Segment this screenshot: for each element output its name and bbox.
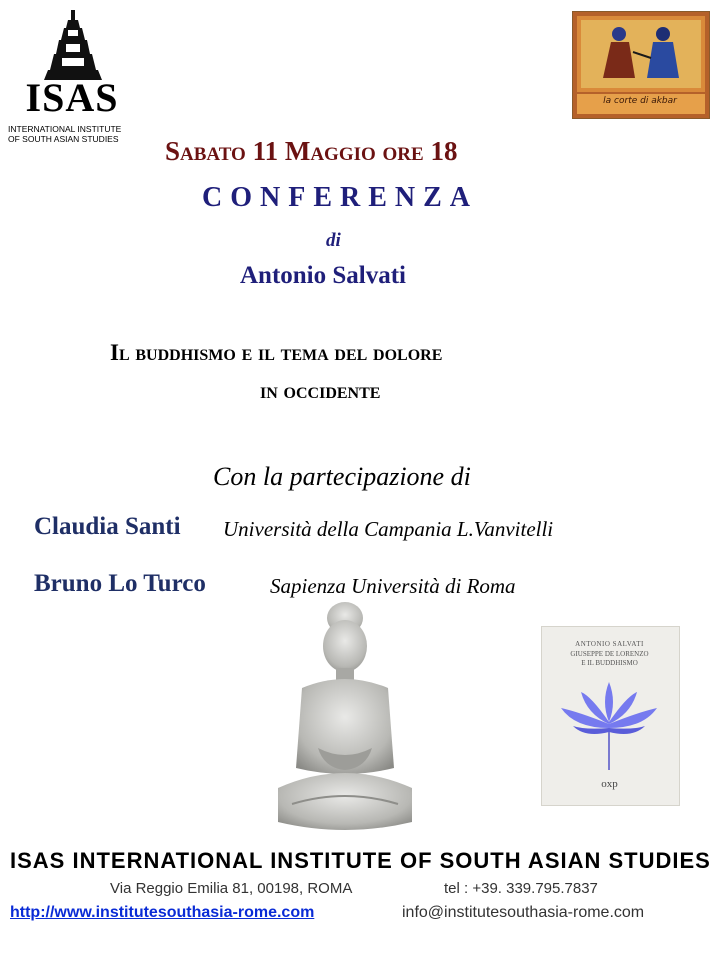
participant-name: Bruno Lo Turco [34, 570, 206, 597]
topic-line1: Il buddhismo e il tema del dolore [110, 340, 443, 365]
footer-institute: ISAS INTERNATIONAL INSTITUTE OF SOUTH ASIAN STUDIES [10, 848, 711, 873]
lotus-flower-icon [551, 672, 668, 772]
book-publisher: oxp [601, 778, 618, 790]
event-date: Sabato 11 Maggio ore 18 [165, 136, 458, 166]
footer-telephone: tel : +39. 339.795.7837 [444, 880, 598, 897]
topic-line2: in occidente [260, 378, 381, 403]
footer-email: info@institutesouthasia-rome.com [402, 904, 645, 921]
book-author: ANTONIO SALVATI [575, 640, 644, 648]
participant-affiliation: Sapienza Università di Roma [270, 574, 516, 598]
book-title-line1: GIUSEPPE DE LORENZO [570, 650, 649, 658]
participant-affiliation: Università della Campania L.Vanvitelli [223, 517, 554, 541]
buddha-statue-image [272, 598, 418, 842]
logo-subtitle-line1: INTERNATIONAL INSTITUTE [8, 124, 122, 134]
book-title-line2: E IL BUDDHISMO [581, 659, 638, 667]
event-type: CONFERENZA [202, 182, 479, 213]
logo-subtitle [8, 124, 138, 144]
footer-address: Via Reggio Emilia 81, 00198, ROMA [110, 880, 353, 897]
speaker-name: Antonio Salvati [240, 262, 407, 289]
logo-subtitle-line2: OF SOUTH ASIAN STUDIES [8, 134, 119, 144]
event-by: di [326, 230, 341, 251]
logo-wordmark: ISAS [25, 75, 119, 120]
temple-icon [44, 10, 102, 80]
participant-name: Claudia Santi [34, 513, 181, 540]
painting-caption: la corte di akbar [603, 96, 677, 106]
participation-intro: Con la partecipazione di [213, 462, 471, 491]
website-link[interactable]: http://www.institutesouthasia-rome.com [10, 904, 315, 921]
